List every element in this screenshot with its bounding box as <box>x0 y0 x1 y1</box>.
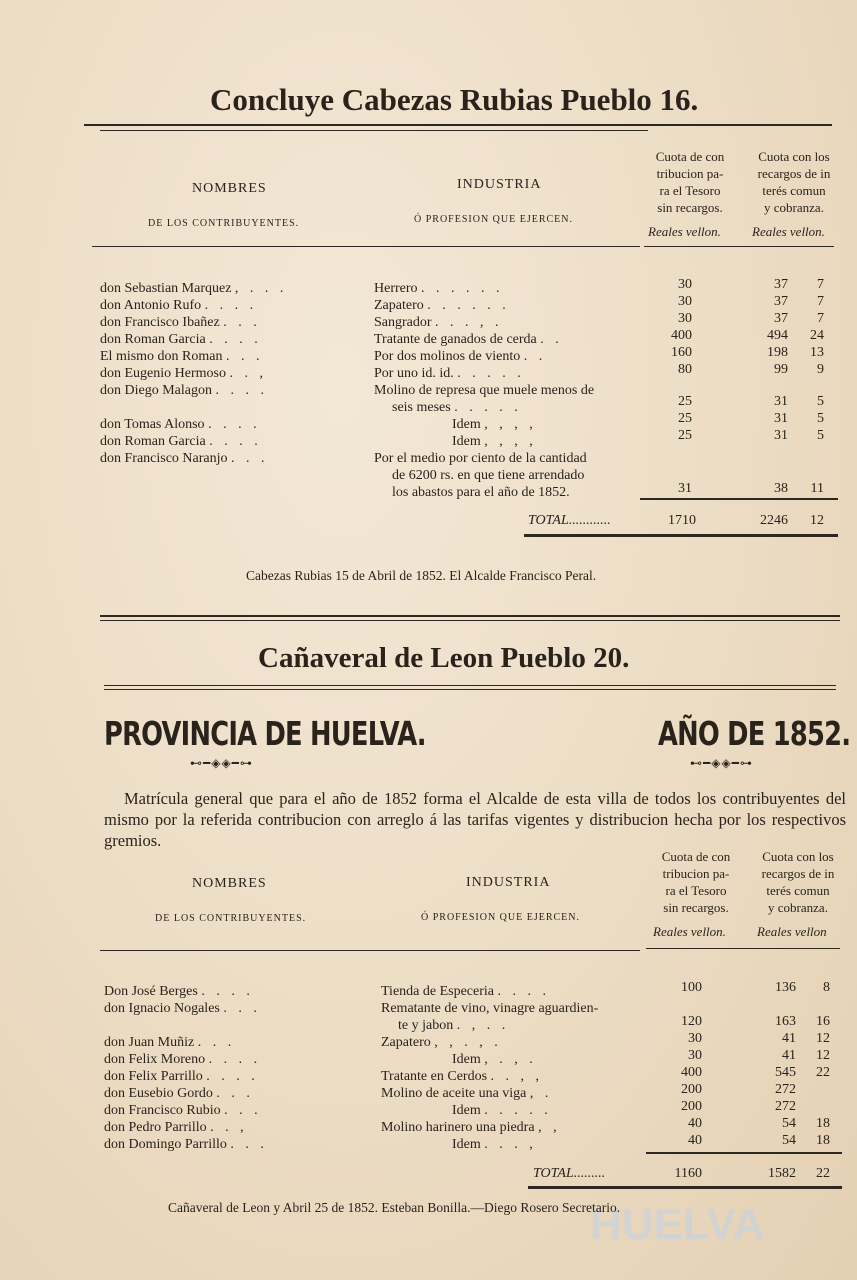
table-row: don Roman Garcia . . . . <box>100 332 262 347</box>
cuota2-value: 545 <box>775 1065 796 1080</box>
contributor-name: Don José Berges <box>104 984 198 999</box>
table-row: don Felix Moreno . . . . <box>104 1052 262 1067</box>
industry-text: Idem <box>452 434 481 449</box>
cuota2-cents: 22 <box>816 1065 830 1080</box>
rule <box>100 130 648 131</box>
table-row: El mismo don Roman . . . <box>100 349 264 364</box>
cuota1-value: 40 <box>688 1133 702 1148</box>
cuota2-cents: 7 <box>817 294 824 309</box>
industry-text: Tratante en Cerdos <box>381 1069 488 1084</box>
cuota1-line: ra el Tesoro <box>665 883 727 898</box>
cuota2-cents: 5 <box>817 411 824 426</box>
cuota1-value: 400 <box>681 1065 702 1080</box>
rule <box>640 498 838 500</box>
cuota1-value: 25 <box>678 411 692 426</box>
cuota2-value: 38 <box>774 481 788 496</box>
industry-text: Rematante de vino, vinagre aguardien- <box>381 1001 599 1016</box>
industry-cell: Por uno id. id. . . . . . <box>374 366 525 381</box>
cuota1-value: 30 <box>688 1031 702 1046</box>
industry-cell <box>381 1000 598 1017</box>
rule <box>84 124 832 126</box>
table-row: don Sebastian Marquez , . . . <box>100 281 288 296</box>
cuota2-value: 99 <box>774 362 788 377</box>
cuota2-value: 37 <box>774 311 788 326</box>
table-row: don Francisco Rubio . . . <box>104 1103 262 1118</box>
total-cuota2: 2246 <box>760 513 788 528</box>
nombres-header: NOMBRES <box>192 876 267 891</box>
industry-text: te y jabon <box>398 1018 454 1033</box>
cuota2-cents: 7 <box>817 277 824 292</box>
cuota2-cents: 5 <box>817 394 824 409</box>
contributor-name: El mismo don Roman <box>100 349 223 364</box>
table-row: don Domingo Parrillo . . . <box>104 1137 268 1152</box>
cuota2-cents: 16 <box>816 1014 830 1029</box>
rule <box>104 685 836 686</box>
table-row: don Diego Malagon . . . . <box>100 383 268 398</box>
cuota2-line: terés comun <box>762 183 826 198</box>
industry-cell <box>374 450 587 467</box>
contributor-name: don Diego Malagon <box>100 383 212 398</box>
contributor-name: don Felix Moreno <box>104 1052 206 1067</box>
cuota1-value: 400 <box>671 328 692 343</box>
industry-text: Por el medio por ciento de la cantidad <box>374 451 587 466</box>
total-cuota2: 1582 <box>768 1166 796 1181</box>
table-row: don Tomas Alonso . . . . <box>100 417 261 432</box>
cuota2-value: 272 <box>775 1082 796 1097</box>
cuota2-cents: 12 <box>816 1031 830 1046</box>
contributor-name: don Ignacio Nogales <box>104 1001 220 1016</box>
industry-text: Molino harinero una piedra <box>381 1120 535 1135</box>
cuota1-value: 25 <box>678 428 692 443</box>
cuota2-cents: 9 <box>817 362 824 377</box>
cuota2-cents: 24 <box>810 328 824 343</box>
cuota1-value: 30 <box>678 294 692 309</box>
table-row: Don José Berges . . . . <box>104 984 254 999</box>
industry-text: Idem <box>452 1103 481 1118</box>
industria-subheader: Ó PROFESION QUE EJERCEN. <box>414 214 574 225</box>
industria-header: INDUSTRIA <box>457 177 542 192</box>
contributor-name: don Felix Parrillo <box>104 1069 203 1084</box>
cuota1-line: Cuota de con <box>655 149 725 164</box>
industry-cell: Zapatero , , . , . <box>381 1035 502 1050</box>
cuota2-value: 41 <box>782 1031 796 1046</box>
table-row: don Antonio Rufo . . . . <box>100 298 258 313</box>
contributor-name: don Pedro Parrillo <box>104 1120 207 1135</box>
industry-cell: Tienda de Especeria . . . . <box>381 984 550 999</box>
cuota2-value: 136 <box>775 980 796 995</box>
rule <box>524 534 838 537</box>
industry-text: Molino de represa que muele menos de <box>374 383 595 398</box>
industry-text: Zapatero <box>374 298 424 313</box>
industry-cell: Herrero . . . . . . <box>374 281 504 296</box>
rule <box>644 246 834 247</box>
industry-cell: Molino de aceite una viga , . <box>381 1086 553 1101</box>
contributor-name: don Francisco Ibañez <box>100 315 220 330</box>
industria-subheader: Ó PROFESION QUE EJERCEN. <box>421 912 581 923</box>
cuota2-line: y cobranza. <box>764 200 824 215</box>
cuota2-cents: 7 <box>817 311 824 326</box>
section2-title: Cañaveral de Leon Pueblo 20. <box>258 642 630 674</box>
contributor-name: don Roman Garcia <box>100 332 206 347</box>
table-row: don Juan Muñiz . . . <box>104 1035 236 1050</box>
total-label: TOTAL............ <box>528 513 611 528</box>
cuota2-line: Cuota con los <box>762 849 834 864</box>
nombres-subheader: DE LOS CONTRIBUYENTES. <box>148 218 300 229</box>
cuota1-header <box>646 848 746 916</box>
rule <box>646 948 840 949</box>
province-heading: PROVINCIA DE HUELVA. <box>104 714 426 753</box>
cuota2-value: 163 <box>775 1014 796 1029</box>
industry-text: Herrero <box>374 281 418 296</box>
cuota2-value: 31 <box>774 394 788 409</box>
industry-text: Zapatero <box>381 1035 431 1050</box>
cuota2-cents: 13 <box>810 345 824 360</box>
section1-title: Concluye Cabezas Rubias Pueblo 16. <box>210 82 699 117</box>
cuota2-line: recargos de in <box>761 866 835 881</box>
cuota1-line: ra el Tesoro <box>659 183 721 198</box>
industry-cell <box>392 467 584 484</box>
cuota1-value: 80 <box>678 362 692 377</box>
cuota2-value: 41 <box>782 1048 796 1063</box>
year-heading: AÑO DE 1852. <box>658 714 851 753</box>
industry-cell: Idem , , , , <box>452 417 537 432</box>
industry-cell: Idem . . . , <box>452 1137 537 1152</box>
cuota2-cents: 18 <box>816 1116 830 1131</box>
cuota1-line: sin recargos. <box>663 900 729 915</box>
cuota1-line: Cuota de con <box>661 849 731 864</box>
industry-cell: Molino harinero una piedra , , <box>381 1120 561 1135</box>
industry-cell <box>392 484 570 501</box>
cuota2-value: 198 <box>767 345 788 360</box>
industry-text: Idem <box>452 1137 481 1152</box>
nombres-subheader: DE LOS CONTRIBUYENTES. <box>155 913 307 924</box>
table-row: don Eugenio Hermoso . . , <box>100 366 267 381</box>
contributor-name: don Antonio Rufo <box>100 298 202 313</box>
total-cuota2-cents: 12 <box>810 513 824 528</box>
cuota1-value: 200 <box>681 1099 702 1114</box>
rule <box>100 620 840 621</box>
industry-cell: Tratante en Cerdos . . , , <box>381 1069 544 1084</box>
cuota1-unit: Reales vellon. <box>648 224 721 239</box>
total-cuota1: 1160 <box>674 1166 702 1181</box>
contributor-name: don Eugenio Hermoso <box>100 366 226 381</box>
cuota2-value: 31 <box>774 411 788 426</box>
cuota1-line: tribucion pa- <box>656 166 724 181</box>
intro-paragraph: Matrícula general que para el año de 1852 forma el Alcalde de esta villa de todos los contribuyentes del mismo por la referida contribucion con arreglo á las tarifas vigentes y distribucion hecha por los respectivos gremios. <box>104 789 846 850</box>
cuota1-header <box>640 148 740 216</box>
cuota2-value: 31 <box>774 428 788 443</box>
total-cuota1: 1710 <box>668 513 696 528</box>
industry-text: seis meses <box>392 400 451 415</box>
section2-footer: Cañaveral de Leon y Abril 25 de 1852. Esteban Bonilla.—Diego Rosero Secretario. <box>168 1200 621 1215</box>
industry-cell: Por dos molinos de viento . . <box>374 349 547 364</box>
industry-text: Molino de aceite una viga <box>381 1086 527 1101</box>
industry-cell: Tratante de ganados de cerda . . <box>374 332 563 347</box>
cuota1-value: 120 <box>681 1014 702 1029</box>
table-row: don Francisco Naranjo . . . <box>100 451 269 466</box>
industry-cell: Zapatero . . . . . . <box>374 298 510 313</box>
industry-text: Por uno id. id. <box>374 366 454 381</box>
table-row: don Roman Garcia . . . . <box>100 434 262 449</box>
rule <box>528 1186 842 1189</box>
cuota1-line: sin recargos. <box>657 200 723 215</box>
table-row: don Ignacio Nogales . . . <box>104 1001 261 1016</box>
contributor-name: don Juan Muñiz <box>104 1035 195 1050</box>
cuota1-value: 30 <box>688 1048 702 1063</box>
table-row: don Felix Parrillo . . . . <box>104 1069 259 1084</box>
section1-footer: Cabezas Rubias 15 de Abril de 1852. El Alcalde Francisco Peral. <box>246 568 597 583</box>
ornament-icon: ⊷━◈◈━⊶ <box>690 756 753 770</box>
industry-text: Tratante de ganados de cerda <box>374 332 537 347</box>
contributor-name: don Tomas Alonso <box>100 417 205 432</box>
contributor-name: don Domingo Parrillo <box>104 1137 227 1152</box>
rule <box>100 950 640 951</box>
rule <box>646 1152 842 1154</box>
cuota1-value: 160 <box>671 345 692 360</box>
contributor-name: don Francisco Naranjo <box>100 451 228 466</box>
cuota1-value: 31 <box>678 481 692 496</box>
table-row: don Francisco Ibañez . . . <box>100 315 261 330</box>
rule <box>92 246 640 247</box>
table-row: don Eusebio Gordo . . . <box>104 1086 254 1101</box>
cuota2-value: 37 <box>774 294 788 309</box>
nombres-header: NOMBRES <box>192 181 267 196</box>
cuota2-value: 54 <box>782 1133 796 1148</box>
cuota1-value: 30 <box>678 277 692 292</box>
cuota2-cents: 18 <box>816 1133 830 1148</box>
industry-text: los abastos para el año de 1852. <box>392 485 570 500</box>
cuota1-line: tribucion pa- <box>662 866 730 881</box>
industry-cell: Sangrador . . . , . <box>374 315 503 330</box>
cuota2-value: 272 <box>775 1099 796 1114</box>
cuota2-unit: Reales vellon <box>757 924 827 939</box>
contributor-name: don Roman Garcia <box>100 434 206 449</box>
cuota1-value: 200 <box>681 1082 702 1097</box>
industry-text: Idem <box>452 417 481 432</box>
cuota2-value: 494 <box>767 328 788 343</box>
cuota2-line: Cuota con los <box>758 149 830 164</box>
cuota2-cents: 12 <box>816 1048 830 1063</box>
rule <box>104 689 836 690</box>
total-cuota2-cents: 22 <box>816 1166 830 1181</box>
cuota1-value: 100 <box>681 980 702 995</box>
cuota2-cents: 11 <box>810 481 824 496</box>
cuota1-unit: Reales vellon. <box>653 924 726 939</box>
cuota2-line: terés comun <box>766 883 830 898</box>
industry-cell: seis meses . . . . . <box>392 400 522 415</box>
contributor-name: don Sebastian Marquez <box>100 281 232 296</box>
industry-text: Idem <box>452 1052 481 1067</box>
watermark: HUELVA <box>590 1200 765 1249</box>
cuota1-value: 40 <box>688 1116 702 1131</box>
cuota2-cents: 5 <box>817 428 824 443</box>
ornament-icon: ⊷━◈◈━⊶ <box>190 756 253 770</box>
cuota2-line: recargos de in <box>757 166 831 181</box>
cuota2-value: 37 <box>774 277 788 292</box>
cuota2-header <box>746 148 842 216</box>
industry-cell <box>374 382 594 399</box>
cuota2-line: y cobranza. <box>768 900 828 915</box>
cuota1-value: 25 <box>678 394 692 409</box>
cuota2-cents: 8 <box>823 980 830 995</box>
total-label-text: TOTAL <box>533 1166 574 1181</box>
contributor-name: don Eusebio Gordo <box>104 1086 213 1101</box>
industry-cell: Idem . . . . . <box>452 1103 552 1118</box>
industry-text: Por dos molinos de viento <box>374 349 521 364</box>
cuota2-header <box>750 848 846 916</box>
industry-text: de 6200 rs. en que tiene arrendado <box>392 468 585 483</box>
industry-text: Tienda de Especeria <box>381 984 494 999</box>
industry-cell: te y jabon . , . . <box>398 1018 510 1033</box>
total-label-text: TOTAL <box>528 513 569 528</box>
cuota2-value: 54 <box>782 1116 796 1131</box>
rule <box>100 615 840 617</box>
cuota2-unit: Reales vellon. <box>752 224 825 239</box>
industry-cell: Idem , . , . <box>452 1052 537 1067</box>
total-label: TOTAL......... <box>533 1166 606 1181</box>
contributor-name: don Francisco Rubio <box>104 1103 221 1118</box>
industry-cell: Idem , , , , <box>452 434 537 449</box>
table-row: don Pedro Parrillo . . , <box>104 1120 248 1135</box>
industry-text: Sangrador <box>374 315 432 330</box>
industria-header: INDUSTRIA <box>466 875 551 890</box>
cuota1-value: 30 <box>678 311 692 326</box>
